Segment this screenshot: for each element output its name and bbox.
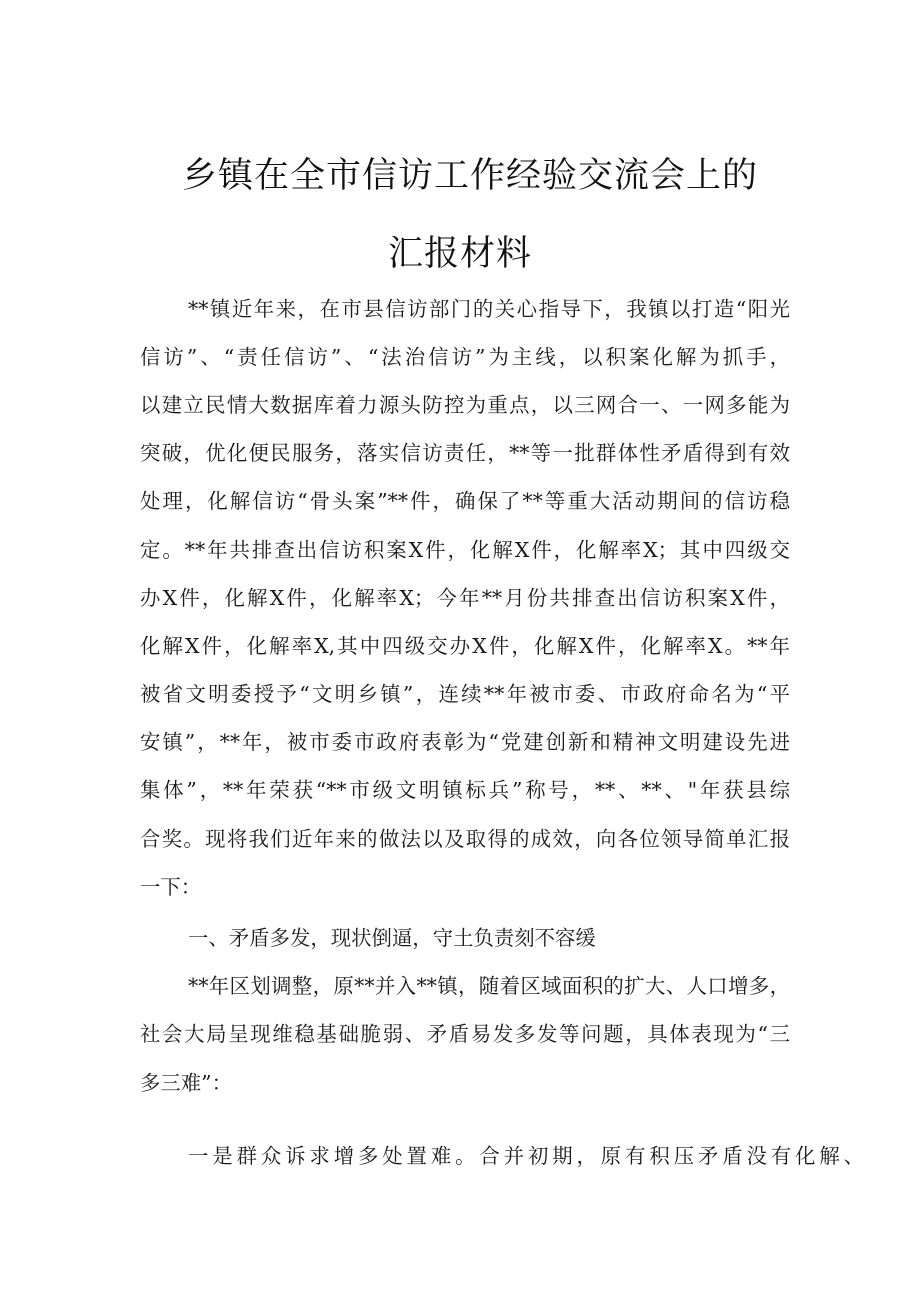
body-text-line: 定。**年共排查出信访积案X件，化解X件，化解率X；其中四级交 (140, 538, 790, 562)
body-text-line: 社会大局呈现维稳基础脆弱、矛盾易发多发等问题，具体表现为“三 (140, 1022, 790, 1046)
body-text-line: 办X件，化解X件，化解率X；今年**月份共排查出信访积案X件， (140, 586, 790, 610)
body-text-line: 一下： (140, 875, 202, 899)
body-text-line: 合奖。现将我们近年来的做法以及取得的成效，向各位领导简单汇报 (140, 827, 790, 851)
body-text-line: 一是群众诉求增多处置难。合并初期，原有积压矛盾没有化解、 (188, 1144, 864, 1168)
body-text-line: **镇近年来，在市县信访部门的关心指导下，我镇以打造“阳光 (188, 297, 790, 321)
body-text-line: 突破，优化便民服务，落实信访责任，**等一批群体性矛盾得到有效 (140, 441, 790, 465)
document-title-line-2: 汇报材料 (387, 234, 532, 274)
body-text-line: 信访”、“责任信访”、“法治信访”为主线，以积案化解为抓手， (140, 345, 790, 369)
body-text-line: 集体”，**年荣获“**市级文明镇标兵”称号，**、**、"年获县综 (140, 778, 790, 802)
body-text-line: 被省文明委授予“文明乡镇”，连续**年被市委、市政府命名为“平 (140, 682, 790, 706)
body-text-line: 以建立民情大数据库着力源头防控为重点，以三网合一、一网多能为 (140, 393, 790, 417)
body-text-line: **年区划调整，原**并入**镇，随着区域面积的扩大、人口增多， (188, 974, 790, 998)
body-text-line: 化解X件，化解率X,其中四级交办X件，化解X件，化解率X。**年 (140, 634, 790, 658)
body-text-line: 安镇”，**年，被市委市政府表彰为“党建创新和精神文明建设先进 (140, 730, 790, 754)
body-text-line: 多三难”： (140, 1071, 232, 1095)
document-title-line-1: 乡镇在全市信访工作经验交流会上的 (181, 156, 758, 196)
section-heading: 一、矛盾多发，现状倒逼，守土负责刻不容缓 (188, 926, 596, 950)
body-text-line: 处理，化解信访“骨头案”**件，确保了**等重大活动期间的信访稳 (140, 489, 790, 513)
